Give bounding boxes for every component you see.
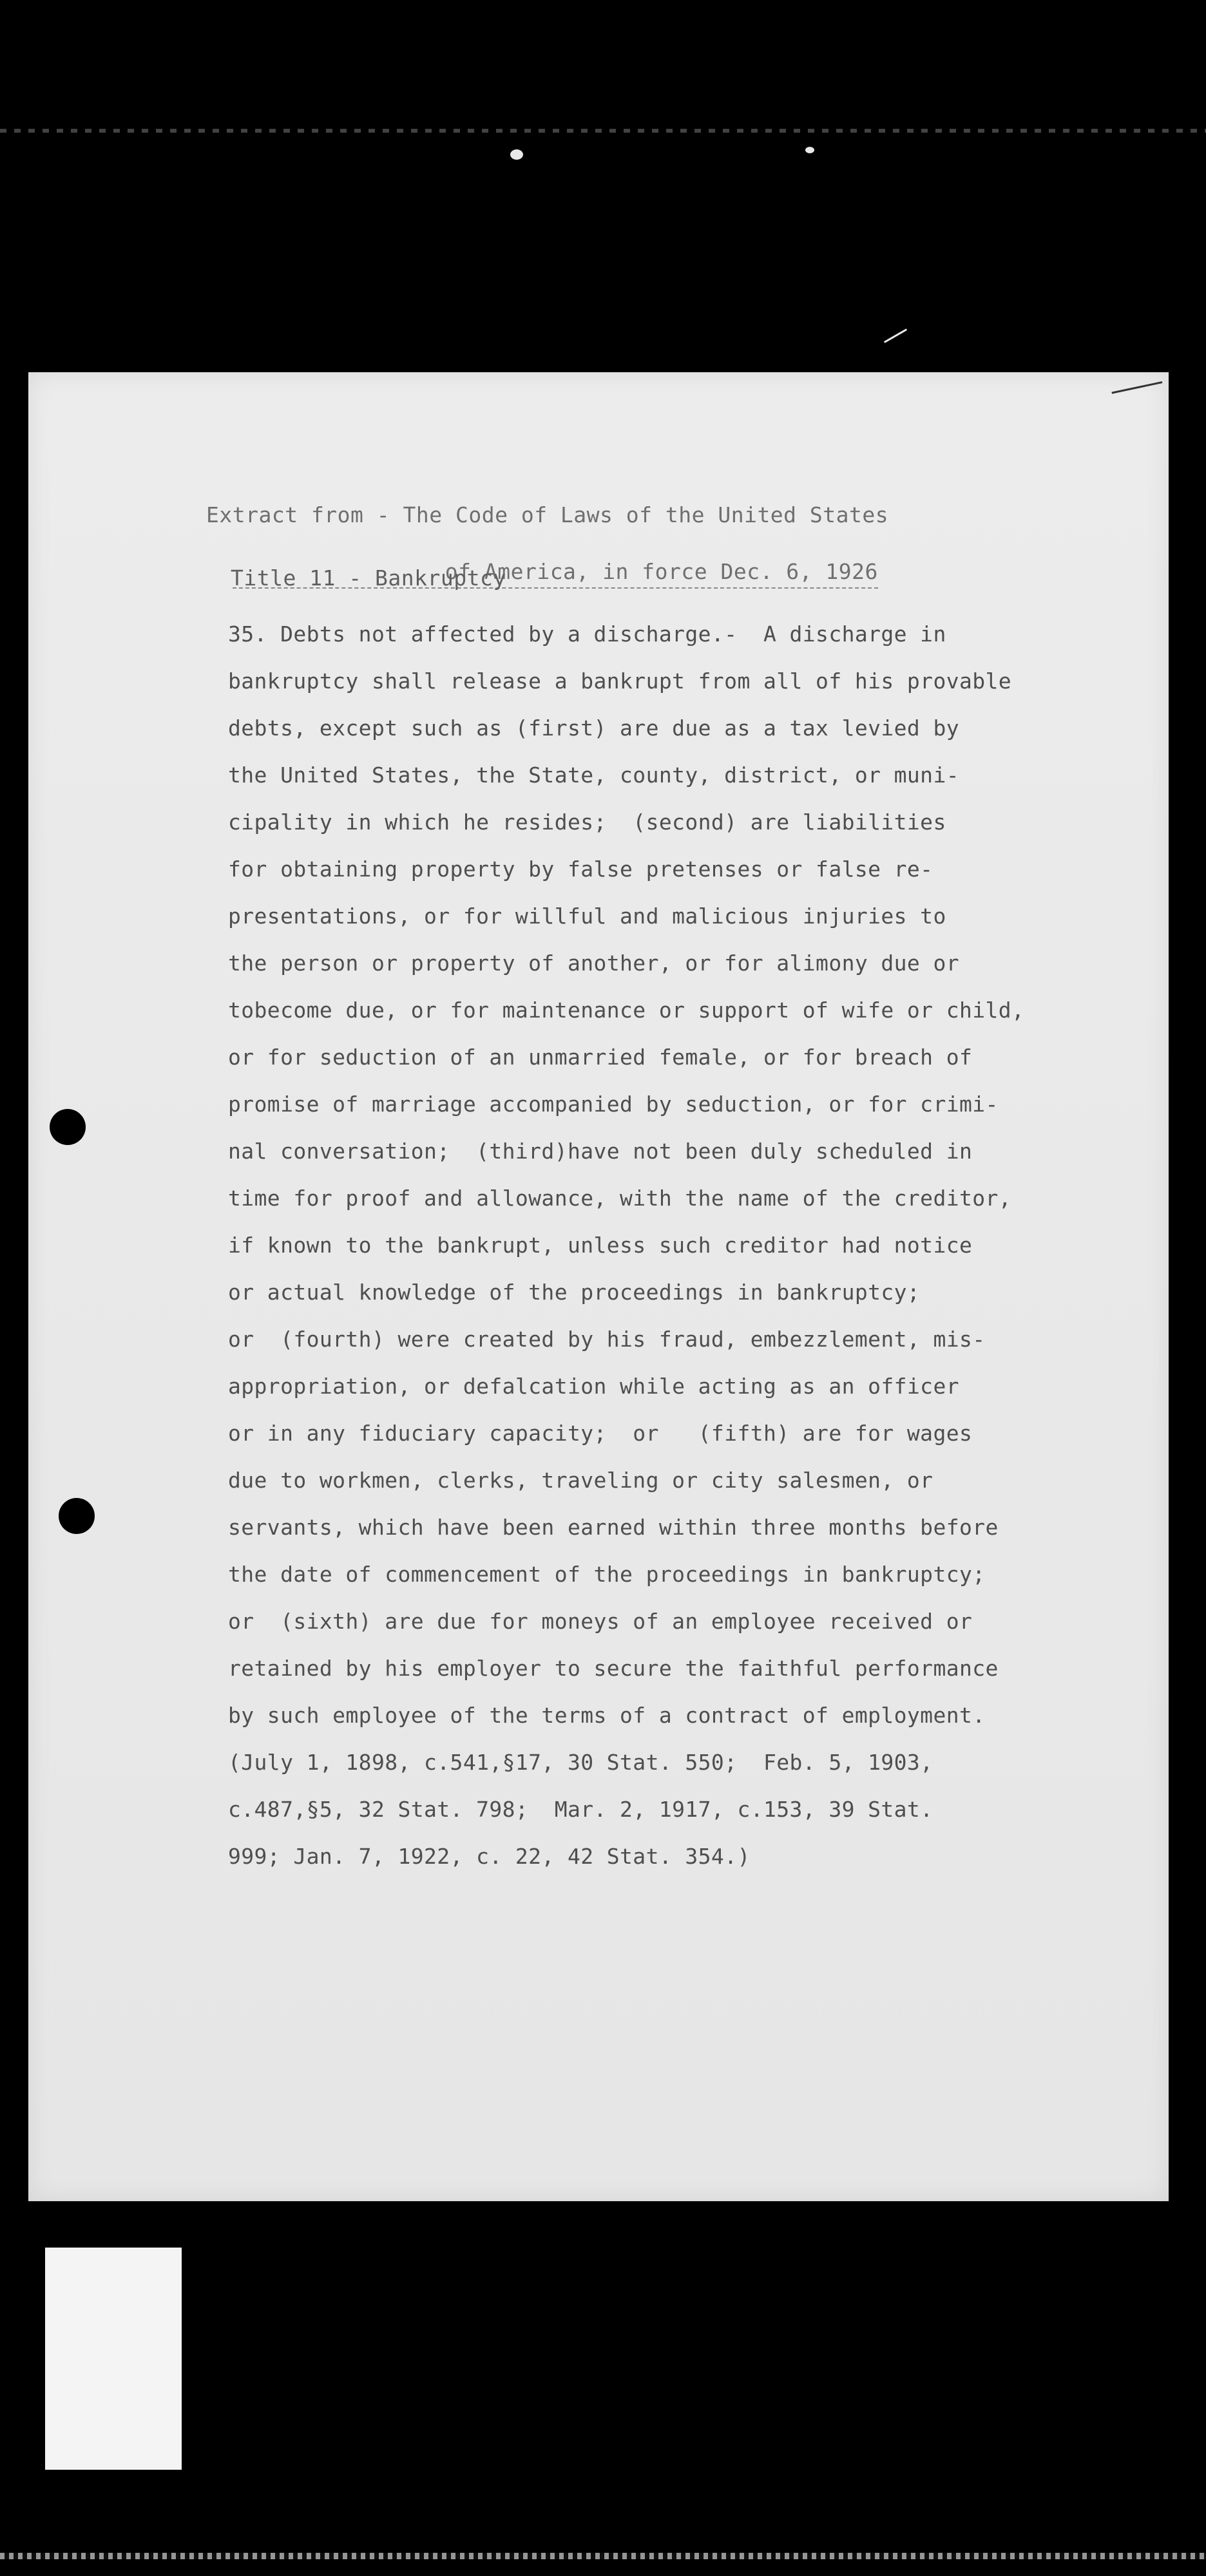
body-line: by such employee of the terms of a contract of employment.: [228, 1703, 986, 1728]
film-speck: [884, 328, 907, 343]
page-corner-mark: [1111, 381, 1162, 394]
body-line: or (sixth) are due for moneys of an employee received or: [228, 1609, 973, 1634]
body-line: or in any fiduciary capacity; or (fifth) are for wages: [228, 1421, 973, 1446]
body-line: tobecome due, or for maintenance or support of wife or child,: [228, 998, 1025, 1023]
punch-hole-upper: [50, 1109, 86, 1145]
citation-line: (July 1, 1898, c.541,§17, 30 Stat. 550; Feb. 5, 1903,: [228, 1750, 933, 1775]
body-line: presentations, or for willful and malicious injuries to: [228, 904, 946, 929]
body-line: or for seduction of an unmarried female, or for breach of: [228, 1045, 973, 1070]
body-line: due to workmen, clerks, traveling or city salesmen, or: [228, 1468, 933, 1493]
citation-line: 999; Jan. 7, 1922, c. 22, 42 Stat. 354.): [228, 1844, 751, 1869]
body-line: or (fourth) were created by his fraud, embezzlement, mis-: [228, 1327, 986, 1352]
body-line: or actual knowledge of the proceedings in bankruptcy;: [228, 1280, 921, 1305]
body-line: for obtaining property by false pretenses or false re-: [228, 857, 933, 882]
body-line: the United States, the State, county, district, or muni-: [228, 762, 959, 788]
body-line: debts, except such as (first) are due as a tax levied by: [228, 715, 959, 741]
body-line: nal conversation; (third)have not been duly scheduled in: [228, 1139, 973, 1164]
body-line: cipality in which he resides; (second) are liabilities: [228, 810, 946, 835]
body-line: 35. Debts not affected by a discharge.- A discharge in: [228, 621, 946, 647]
film-edge-bottom: [0, 2553, 1206, 2559]
body-line: time for proof and allowance, with the name of the creditor,: [228, 1186, 1012, 1211]
heading-line-1: Extract from - The Code of Laws of the United States: [206, 502, 889, 527]
body-line: the person or property of another, or for alimony due or: [228, 951, 959, 976]
document-body: [228, 611, 1117, 1880]
film-edge-top: [0, 129, 1206, 133]
film-speck: [805, 147, 814, 153]
body-line: servants, which have been earned within three months before: [228, 1515, 999, 1540]
heading-line-2: of America, in force Dec. 6, 1926: [233, 558, 878, 589]
body-line: retained by his employer to secure the faithful performance: [228, 1656, 999, 1681]
body-line: appropriation, or defalcation while acting as an officer: [228, 1374, 959, 1399]
film-speck: [510, 149, 523, 160]
body-line: bankruptcy shall release a bankrupt from all of his provable: [228, 668, 1012, 694]
punch-hole-lower: [59, 1498, 95, 1534]
body-line: if known to the bankrupt, unless such creditor had notice: [228, 1233, 973, 1258]
citation-line: c.487,§5, 32 Stat. 798; Mar. 2, 1917, c.153, 39 Stat.: [228, 1797, 933, 1822]
body-line: promise of marriage accompanied by seduction, or for crimi-: [228, 1092, 999, 1117]
body-line: the date of commencement of the proceedings in bankruptcy;: [228, 1562, 986, 1587]
film-index-tab: [45, 2248, 182, 2470]
document-title: Title 11 - Bankruptcy: [231, 565, 506, 591]
